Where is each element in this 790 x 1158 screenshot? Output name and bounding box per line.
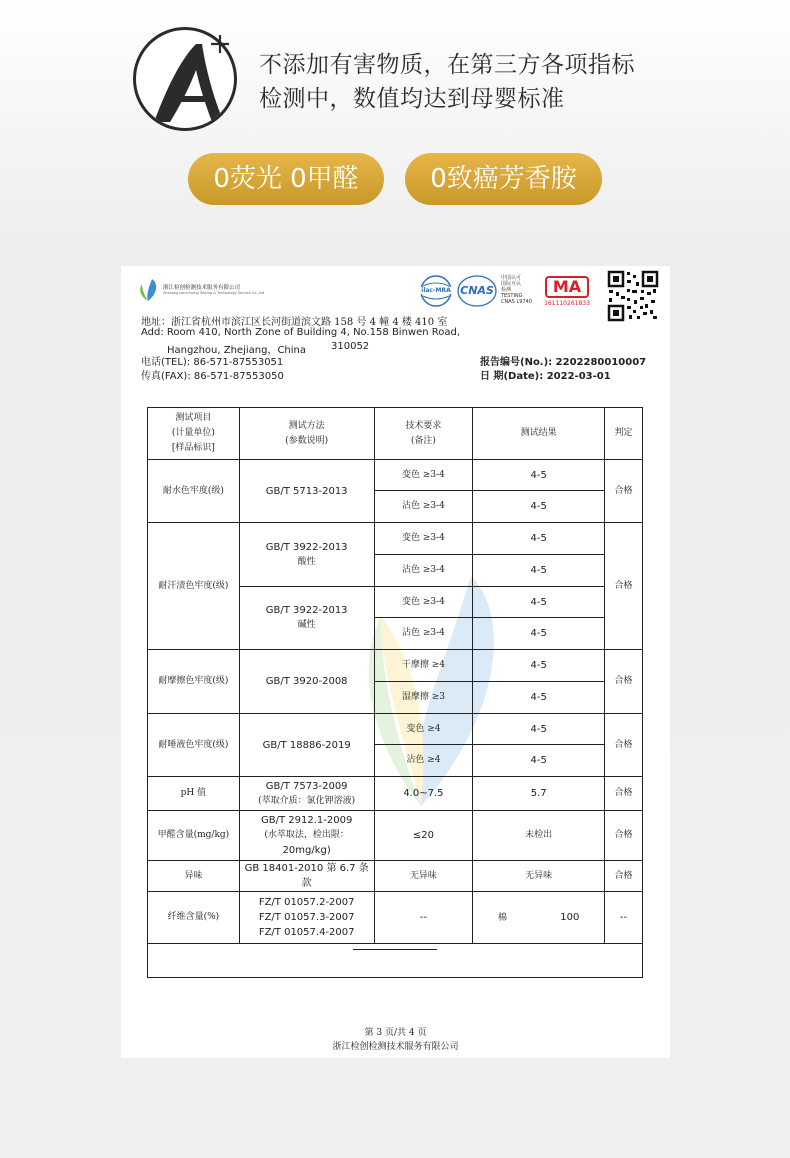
req-cell: 变色 ≥3-4 xyxy=(374,460,473,491)
lab-name-en: Zhejiang Jianchuang Testing & Technology Service Co.,Ltd xyxy=(163,291,265,295)
judge-cell: 合格 xyxy=(605,460,643,523)
method-form-2: (水萃取法，检出限： xyxy=(264,830,349,840)
address-en-1: Add: Room 410, North Zone of Building 4, No.158 Binwen Road, xyxy=(141,327,461,338)
method-persp-1: GB/T 3922-2013 xyxy=(265,541,348,553)
req-cell: 沾色 ≥4 xyxy=(374,745,473,777)
method-saliva: GB/T 18886-2019 xyxy=(239,714,374,777)
item-ph: pH 值 xyxy=(148,777,240,811)
judge-cell: 合格 xyxy=(605,523,643,650)
method-form-3: 20mg/kg) xyxy=(282,845,331,856)
postcode: 310052 xyxy=(331,341,370,352)
results-table xyxy=(147,407,643,978)
cnas-caption-3: 检测 xyxy=(501,287,512,293)
address-cn: 地址：浙江省杭州市滨江区长河街道滨文路 158 号 4 幢 4 楼 410 室 xyxy=(141,317,448,328)
item-fiber: 纤维含量(%) xyxy=(148,892,240,944)
table-row xyxy=(148,714,643,745)
result-cell: 4-5 xyxy=(473,460,605,491)
judge-cell: 合格 xyxy=(605,777,643,811)
ma-text: MA xyxy=(545,276,589,298)
table-row xyxy=(148,777,643,811)
cnas-logo xyxy=(457,274,497,308)
headline xyxy=(259,48,635,116)
method-water: GB/T 5713-2013 xyxy=(239,460,374,523)
lab-name: 浙江检创检测技术服务有限公司 xyxy=(163,285,241,291)
table-header-row xyxy=(148,408,643,460)
ilac-mra-logo xyxy=(418,274,454,308)
method-ph-1: GB/T 7573-2009 xyxy=(265,780,348,792)
method-rubbing: GB/T 3920-2008 xyxy=(239,650,374,714)
table-row xyxy=(148,650,643,682)
method-fiber-1: FZ/T 01057.2-2007 xyxy=(258,897,355,908)
item-perspiration-fastness: 耐汗渍色牢度(级) xyxy=(148,523,240,650)
result-cell: 4-5 xyxy=(473,714,605,745)
headline-line-2: 检测中，数值均达到母婴标准 xyxy=(259,86,565,112)
req-ph: 4.0~7.5 xyxy=(374,777,473,811)
tel: 电话(TEL): 86-571-87553051 xyxy=(141,357,284,368)
req-cell: 变色 ≥4 xyxy=(374,714,473,745)
req-cell: 沾色 ≥3-4 xyxy=(374,491,473,523)
item-water-fastness: 耐水色牢度(级) xyxy=(148,460,240,523)
page-number: 第 3 页/共 4 页 xyxy=(364,1028,427,1038)
lab-logo-icon xyxy=(137,278,159,302)
address-en-2: Hangzhou, Zhejiang，China xyxy=(167,345,307,356)
cnas-caption-2: 国际互认 xyxy=(501,281,522,287)
req-cell: 变色 ≥3-4 xyxy=(374,587,473,618)
judge-cell: 合格 xyxy=(605,650,643,714)
header-req-1: 技术要求 xyxy=(405,420,442,431)
result-cell: 4-5 xyxy=(473,682,605,714)
method-fiber xyxy=(239,892,374,944)
result-ph: 5.7 xyxy=(473,777,605,811)
req-odor: 无异味 xyxy=(374,861,473,892)
header-item-1: 测试项目 xyxy=(175,413,212,423)
header-item xyxy=(148,408,240,460)
item-rubbing-fastness: 耐摩擦色牢度(级) xyxy=(148,650,240,714)
header-method-1: 测试方法 xyxy=(288,420,325,431)
test-report-document xyxy=(121,266,670,1058)
result-cell: 4-5 xyxy=(473,523,605,555)
req-cell: 沾色 ≥3-4 xyxy=(374,555,473,587)
cma-logo xyxy=(541,274,593,310)
table-row xyxy=(148,892,643,944)
header-item-2: (计量单位) xyxy=(171,428,215,438)
zero-carcinogenic-amine-badge: 0致癌芳香胺 xyxy=(405,153,602,205)
req-cell: 变色 ≥3-4 xyxy=(374,523,473,555)
req-cell: 干摩擦 ≥4 xyxy=(374,650,473,682)
method-perspiration-alkali xyxy=(239,587,374,650)
method-formaldehyde xyxy=(239,811,374,861)
header-method xyxy=(239,408,374,460)
plus-icon xyxy=(208,32,232,56)
param-alkali: 碱性 xyxy=(297,620,316,630)
result-cell: 4-5 xyxy=(473,587,605,618)
result-odor: 无异味 xyxy=(473,861,605,892)
header-judgement: 判定 xyxy=(605,408,643,460)
report-number: 报告编号(No.): 2202280010007 xyxy=(480,357,647,368)
header-requirement xyxy=(374,408,473,460)
header-method-2: (参数说明) xyxy=(285,435,329,446)
req-cell: 沾色 ≥3-4 xyxy=(374,618,473,650)
item-formaldehyde: 甲醛含量(mg/kg) xyxy=(148,811,240,861)
result-cell: 4-5 xyxy=(473,618,605,650)
header-req-2: (备注) xyxy=(410,435,436,446)
result-cell: 4-5 xyxy=(473,491,605,523)
method-form-1: GB/T 2912.1-2009 xyxy=(261,815,353,826)
fax: 传真(FAX): 86-571-87553050 xyxy=(141,371,284,382)
headline-line-1: 不添加有害物质，在第三方各项指标 xyxy=(259,52,635,78)
judge-cell: 合格 xyxy=(605,714,643,777)
req-cell: 湿摩擦 ≥3 xyxy=(374,682,473,714)
header-result: 测试结果 xyxy=(473,408,605,460)
result-cell: 4-5 xyxy=(473,650,605,682)
judge-fiber: -- xyxy=(605,892,643,944)
param-acid: 酸性 xyxy=(297,556,316,567)
method-fiber-3: FZ/T 01057.4-2007 xyxy=(258,927,355,938)
item-saliva-fastness: 耐唾液色牢度(级) xyxy=(148,714,240,777)
method-ph-2: (萃取介质：氯化钾溶液) xyxy=(258,795,356,806)
result-cell: 4-5 xyxy=(473,745,605,777)
method-persp-2: GB/T 3922-2013 xyxy=(265,605,348,616)
method-odor: GB 18401-2010 第 6.7 条款 xyxy=(239,861,374,892)
table-row xyxy=(148,523,643,555)
report-date: 日 期(Date): 2022-03-01 xyxy=(480,371,611,382)
ma-number: 161110261833 xyxy=(544,300,590,307)
req-formaldehyde: ≤20 xyxy=(374,811,473,861)
fiber-name: 棉 xyxy=(498,912,508,923)
table-row xyxy=(148,861,643,892)
table-row xyxy=(148,460,643,491)
judge-cell: 合格 xyxy=(605,811,643,861)
judge-cell: 合格 xyxy=(605,861,643,892)
ilac-text: ilac-MRA xyxy=(418,287,454,294)
result-formaldehyde: 未检出 xyxy=(473,811,605,861)
req-fiber: -- xyxy=(374,892,473,944)
method-fiber-2: FZ/T 01057.3-2007 xyxy=(258,912,355,923)
method-perspiration-acid xyxy=(239,523,374,587)
cnas-caption-4: TESTING xyxy=(501,293,523,299)
cnas-caption xyxy=(501,275,532,305)
zero-fluorescent-formaldehyde-badge: 0荧光 0甲醛 xyxy=(188,153,384,205)
table-row xyxy=(148,811,643,861)
result-fiber xyxy=(473,892,605,944)
header-item-3: [样品标识] xyxy=(171,443,215,453)
qr-code-icon xyxy=(607,270,659,322)
method-ph xyxy=(239,777,374,811)
company-footer: 浙江检创检测技术服务有限公司 xyxy=(332,1042,459,1052)
cnas-number: CNAS L9740 xyxy=(501,299,532,305)
cnas-caption-1: 中国认可 xyxy=(501,275,522,281)
result-cell: 4-5 xyxy=(473,555,605,587)
cnas-text: CNAS xyxy=(460,284,494,297)
fiber-value: 100 xyxy=(560,911,580,923)
item-odor: 异味 xyxy=(148,861,240,892)
end-divider xyxy=(353,949,437,950)
